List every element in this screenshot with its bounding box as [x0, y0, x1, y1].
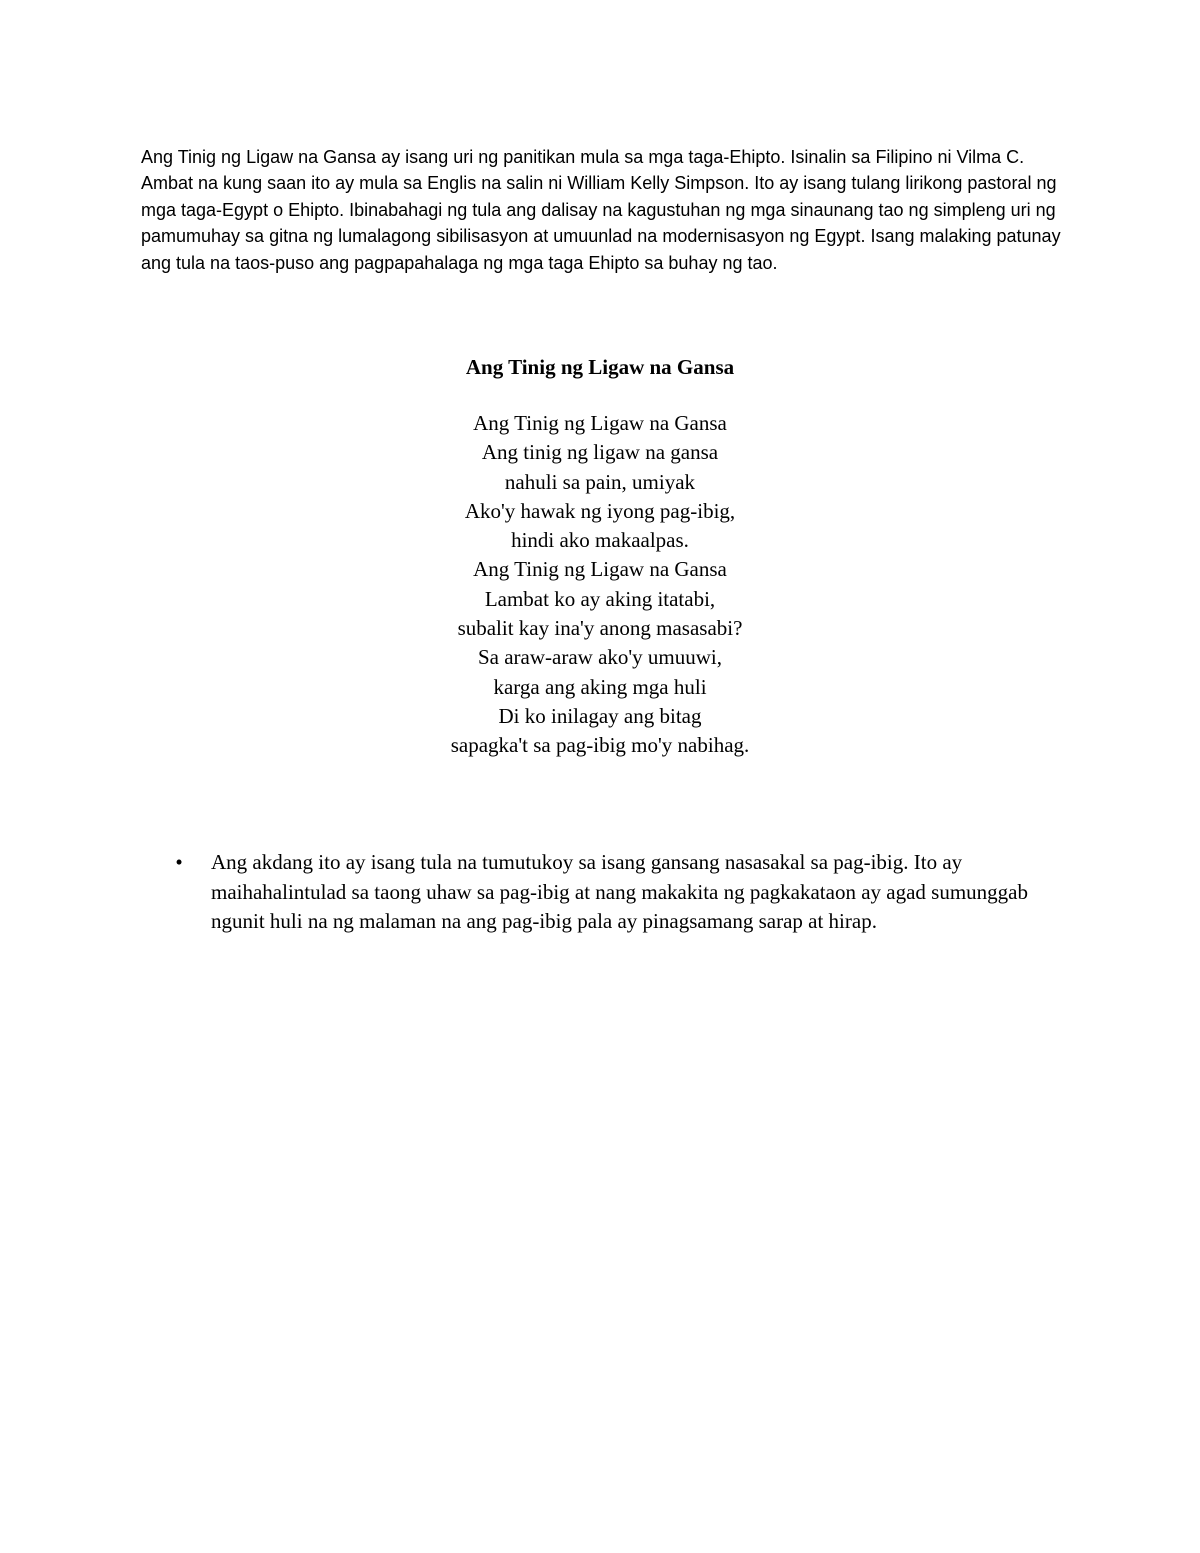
bullet-marker: • — [175, 850, 183, 874]
bullet-item — [172, 848, 1062, 937]
poem-line: Ako'y hawak ng iyong pag-ibig, — [464, 498, 736, 523]
bullet-text: Ang akdang ito ay isang tula na tumutukoy sa isang gansang nasasakal sa pag-ibig. Ito ay maihahalintulad sa taong uhaw sa pag-ibig at nang makakita ng pagkakataon ay agad sumunggab ngunit huli na ng malaman na ang pag-ibig pala ay pinagsamang sarap at hirap. — [211, 850, 1029, 933]
poem-title: Ang Tinig ng Ligaw na Gansa — [465, 355, 735, 379]
poem-line: Ang Tinig ng Ligaw na Gansa — [473, 411, 727, 435]
bullet-list — [172, 848, 1062, 937]
poem-line: karga ang aking mga huli — [493, 674, 707, 699]
poem-lines — [300, 409, 900, 761]
poem-line: subalit kay ina'y anong masasabi? — [457, 616, 743, 641]
poem-line: hindi ako makaalpas. — [511, 528, 689, 553]
poem-line: Sa araw-araw ako'y umuuwi, — [477, 645, 723, 670]
poem-line: Di ko inilagay ang bitag — [498, 703, 702, 728]
poem-line: Ang Tinig ng Ligaw na Gansa — [473, 557, 727, 582]
poem-line: Ang tinig ng ligaw na gansa — [481, 440, 719, 465]
poem-line: Lambat ko ay aking itatabi, — [484, 586, 716, 611]
poem-line: nahuli sa pain, umiyak — [504, 469, 696, 494]
poem-line: sapagka't sa pag-ibig mo'y nabihag. — [450, 733, 750, 758]
intro-paragraph: Ang Tinig ng Ligaw na Gansa ay isang uri ng panitikan mula sa mga taga-Ehipto. Isinalin sa Filipino ni Vilma C. Ambat na kung saan ito ay mula sa Englis na salin ni William Kelly Simpson. Ito ay isang tulang lirikong pastoral ng mga taga-Egypt o Ehipto. Ibinabahagi ng tula ang dalisay na kagustuhan ng mga sinaunang tao ng simpleng uri ng pamumuhay sa gitna ng lumalagong sibilisasyon at umuunlad na modernisasyon ng Egypt. Isang malaking patunay ang tula na taos-puso ang pagpapahalaga ng mga taga Ehipto sa buhay ng tao. — [141, 147, 1061, 273]
